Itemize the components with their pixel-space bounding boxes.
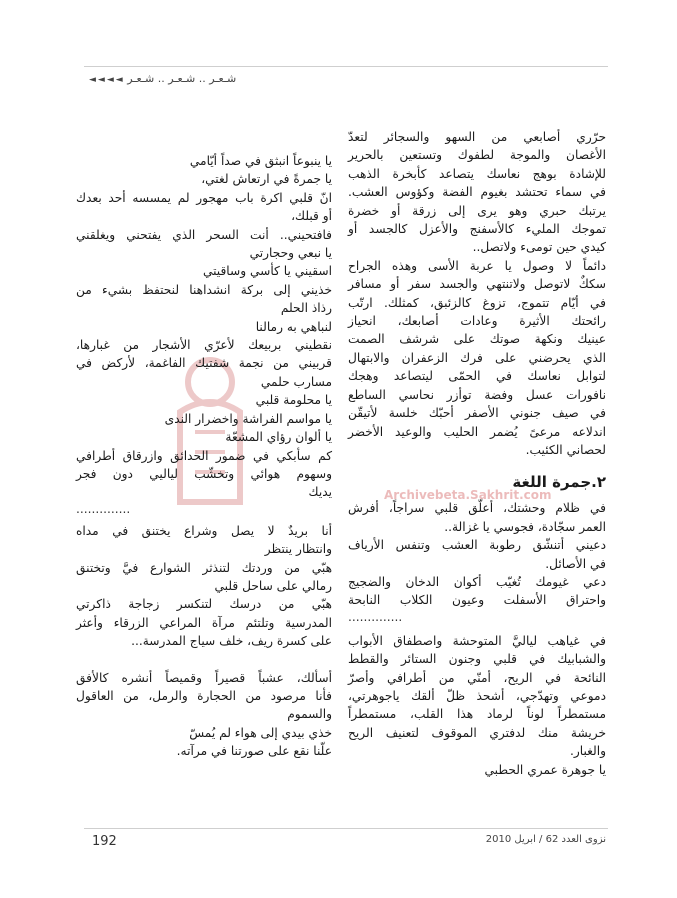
separator-dots: .............. <box>348 609 403 624</box>
arrow-left-icon: ◄ <box>115 75 123 85</box>
text-line: في ظلام وحشتك، أعلّق قلبي سراجاً، أفرش <box>348 501 606 516</box>
text-line: في غياهب لياليَّ المتوحشة واصطفاق الأبواب <box>348 633 606 648</box>
section-header <box>88 72 236 85</box>
text-line: الذي يحرضني على فرك الزعفران والابتهال <box>348 350 606 365</box>
text-line: لتوابل نعاسك في الحمّى ليتصاعد وهجك <box>348 369 606 384</box>
footer-rule <box>84 828 608 829</box>
text-line: الأغصان والموجة لطفوك وتستعين بالحرير <box>348 148 606 163</box>
text-line: علّنا نقع على صورتنا في مرآته. <box>176 744 332 759</box>
text-line: يديك <box>308 485 332 500</box>
text-line: دعيني أتنشّق رطوبة العشب وتنفس الأرياف <box>348 538 606 553</box>
text-line: قربيني من نجمة شفتيك الفاغمة، لأركض في <box>76 356 332 371</box>
text-line: وانتظار ينتظر <box>264 542 332 557</box>
text-line: دعي غيومك تُغيّب أكوان الدخان والضجيج <box>348 574 606 589</box>
text-line: في سماء تحتشد بغيوم الفضة وكؤوس العشب. <box>348 185 606 200</box>
text-line: هبّي من درسك لتنكسر زجاجة ذاكرتي <box>76 597 332 612</box>
text-line: يا محلومة قلبي <box>255 393 332 408</box>
text-line: في صيف جنوني الأصفر أحبّك خلسة لأتيقّن <box>348 406 606 421</box>
text-line: في الأصائل. <box>545 556 606 571</box>
arrow-left-icon: ◄ <box>106 75 114 85</box>
text-line: رائحتك الأثيرة وعادات أصابعك، انحياز <box>348 314 606 329</box>
text-line: أسألك، عشباً قصيراً وقميصاً أنشره كالأفق <box>76 670 332 685</box>
text-line: يا جوهرة عمري الحطبي <box>484 762 606 777</box>
section-heading: ٢.جمرة اللغة <box>512 473 606 492</box>
text-line: يا ينبوعاً انبثق في صداً أيّامي <box>189 154 332 168</box>
text-line: مسارب حلمي <box>260 374 332 389</box>
text-line: يرتبك حبري وهو يرى إلى زرقة أو خضرة <box>348 203 606 218</box>
left-text-column <box>76 152 332 761</box>
text-line: تموجك المليء كالأسفنج والأعزل كالجسد أو <box>348 222 606 237</box>
text-line: خريشة منك لدفتري الموقوف لتعنيف الريح <box>348 725 606 740</box>
text-line: عينيك ونكهة صوتك على شرشف الصمت <box>348 332 606 347</box>
text-line: وسهوم هوائي وتخشّب لياليي دون فجر <box>76 466 332 481</box>
right-text-column <box>348 128 606 779</box>
issue-info: نزوى العدد 62 / ابريل 2010 <box>485 834 606 845</box>
text-line: دموعي وتهدّجي، أشحذ ظلّ ألقك ياجوهرتي، <box>348 688 606 703</box>
arrow-left-icon: ◄ <box>89 75 96 85</box>
text-line: أو قبلك، <box>291 209 332 224</box>
text-line: العمر سجّادة، فجوسي يا غزالة.. <box>444 519 606 534</box>
text-line: فأنا مرصود من الحجارة والرمل، من العاقول <box>76 688 332 703</box>
text-line: فافتحيني.. أنت السحر الذي يفتحني ويغلقني <box>76 227 332 242</box>
text-line: النائحة في الريح، أمنّي من أطرافي وأصرّ <box>348 670 606 685</box>
text-line: في أيّام تتموج، تزوغ كالزئبق، كمثلك. ارتّب <box>348 295 606 310</box>
text-line: للإشادة بوهج نعاسك يتصاعد كأبخرة الذهب <box>348 166 606 181</box>
text-line: نقطيني بربيعك لأعرّي الأشجار من غبارها، <box>76 338 332 353</box>
text-line: كيدي حين تومىء ولاتصل.. <box>472 240 606 255</box>
text-line: والسموم <box>287 707 332 722</box>
text-line: والغبار. <box>569 744 606 759</box>
text-line: لحصاني الكئيب. <box>525 442 606 457</box>
text-line: لنباهي به رمالنا <box>255 319 332 334</box>
header-rule <box>84 66 608 67</box>
arrow-left-icon: ◄ <box>97 75 105 85</box>
text-line: والشبابيك في قلبي وجنون الستائر والقطط <box>348 652 606 667</box>
text-line: مستمطراً لوناً لرماد هذا القلب، مستمطراً <box>348 707 606 722</box>
text-line: اندلاعه مرعىً يُضمر الحليب والوعيد الأخضر <box>348 424 606 439</box>
text-line: واحتراق الأسفلت وعيون الكلاب النابحة <box>348 593 606 608</box>
text-line: يا نبعي وحجارتي <box>249 246 332 261</box>
text-line: رمالي على ساحل قلبي <box>214 578 332 593</box>
text-line: المدرسية وتلتئم مرآة المراعي الزرقاء وأعثر <box>76 615 332 630</box>
text-line: رذاذ الحلم <box>280 301 332 316</box>
text-line: خذيني إلى بركة انشداهنا لنحتفظ بشيء من <box>76 282 332 297</box>
text-line: خذي بيدي إلى هواء لم يُمسّ <box>189 725 332 740</box>
text-line: على كسرة ريف، خلف سياج المدرسة... <box>131 634 332 649</box>
text-line: يا ألوان رؤاي المشعّة <box>225 430 332 445</box>
text-line: انّ قلبي اكرة باب مهجور لم يمسسه أحد بعدك <box>76 190 332 205</box>
text-line: هبّي من وردتك لتنذثر الشوارع فيَّ وتختنق <box>76 560 332 575</box>
section-breadcrumb: شـعـر .. شـعـر .. شـعـر <box>127 72 237 85</box>
separator-dots: .............. <box>76 501 131 516</box>
page-number: 192 <box>92 834 117 849</box>
text-line: يا مواسم الفراشة واخضرار الندى <box>164 411 332 426</box>
text-line: حرّري أصابعي من السهو والسجائر لتعدّ <box>348 130 606 144</box>
watermark-text: Archivebeta.Sakhrit.com <box>384 488 552 502</box>
text-line: نافورات عسل وفضة توأزر نحاسي الساطع <box>348 387 606 402</box>
text-line: أنا بريدٌ لا يصل وشراع يختنق في مداه <box>76 523 332 538</box>
text-line: كم سأبكي في ضمور الحدائق وازرقاق أطرافي <box>76 448 332 463</box>
text-line: اسقيني يا كأسي وساقيتي <box>202 264 332 279</box>
text-line: دائماً لا وصول يا عربة الأسى وهذه الجراح <box>348 258 606 273</box>
text-line: يا جمرةً في ارتعاش لغتي، <box>201 172 332 187</box>
text-line: سككٌ لاتوصل ولاتنتهي والجسد سفر أو مسافر <box>348 277 606 292</box>
